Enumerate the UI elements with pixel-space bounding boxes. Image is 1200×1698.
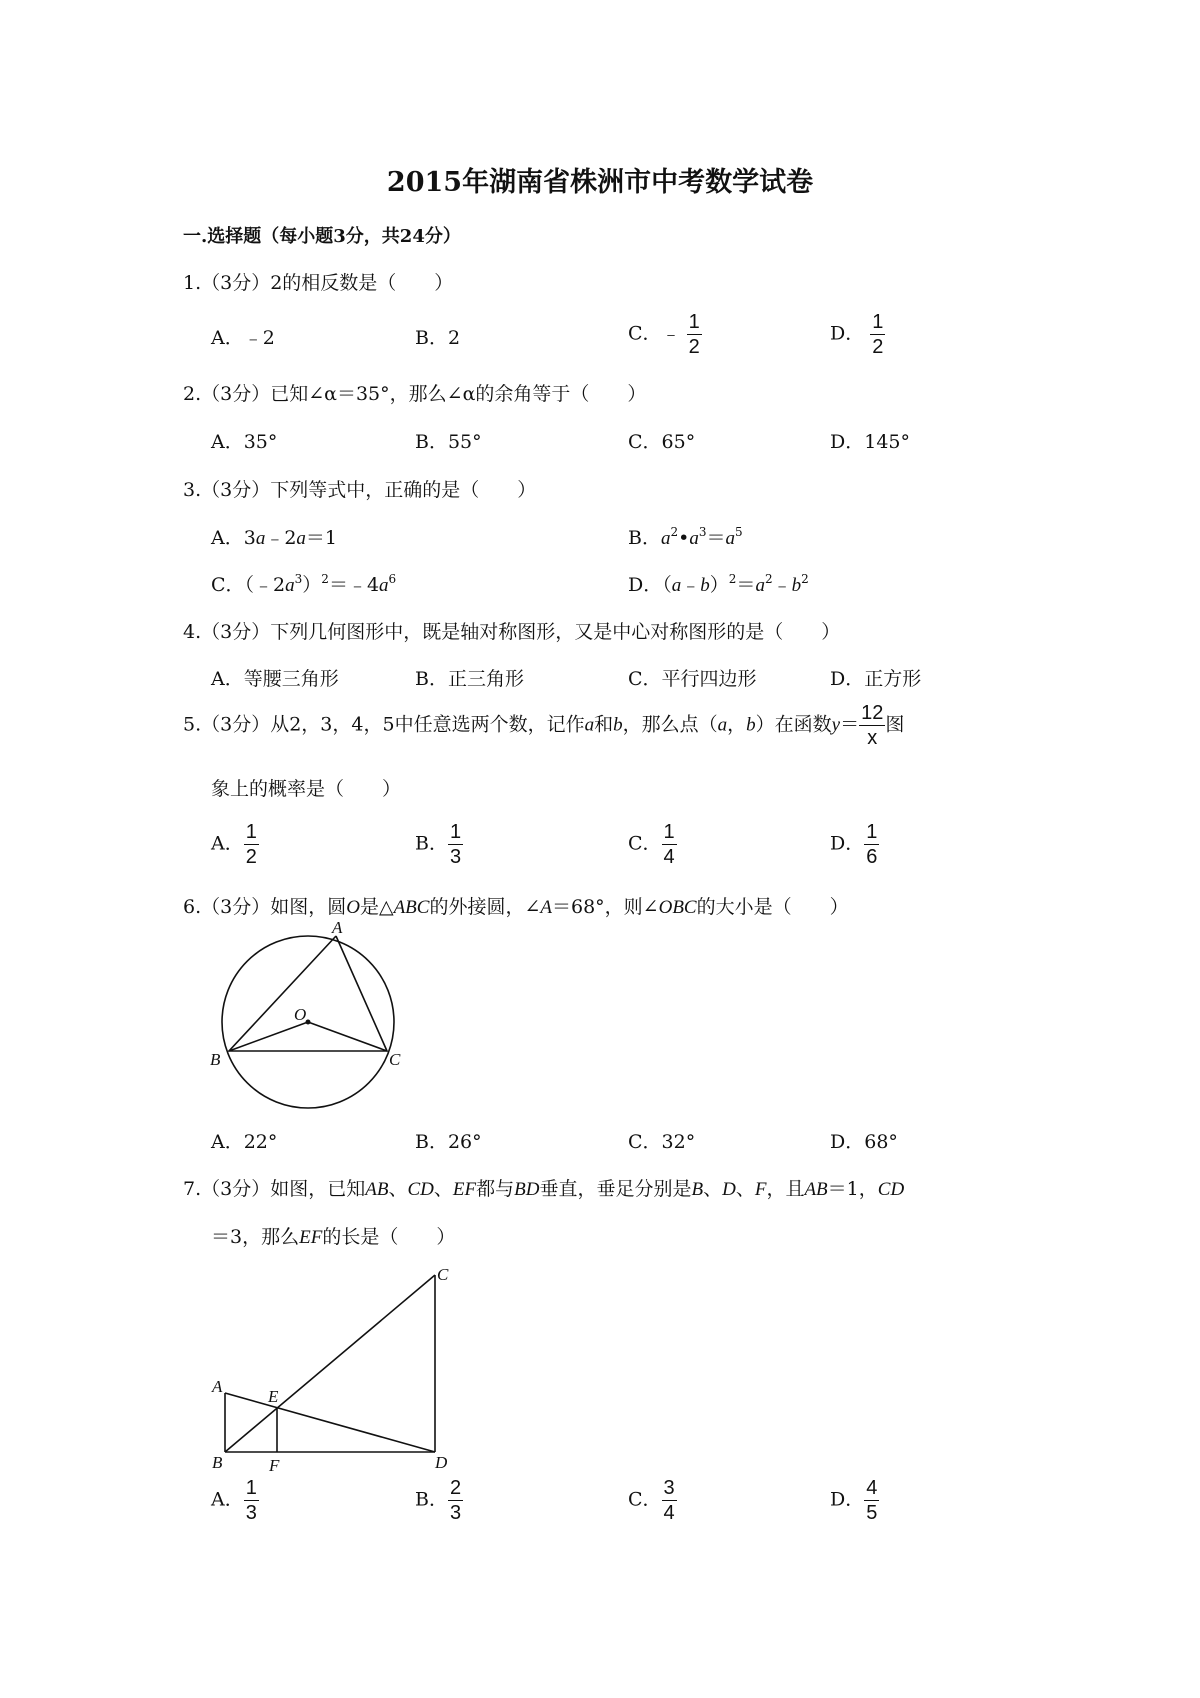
- q3-option-c: C．$(﹣2a^3)^2=﹣4a^6$: [211, 572, 397, 596]
- segment-ob: [229, 1022, 308, 1051]
- q2-option-c: C．65°: [628, 431, 696, 453]
- question-1-text: 1.（3分）2的相反数是（ ）: [183, 272, 454, 294]
- q1-option-a: A．﹣2: [211, 327, 275, 349]
- section-heading: 一.选择题（每小题3分，共24分）: [183, 226, 461, 247]
- triangle-abc: [229, 936, 387, 1051]
- label-a: A: [212, 1377, 223, 1396]
- q6-circle-figure: [205, 918, 425, 1133]
- label-e: E: [268, 1387, 279, 1406]
- label-b: B: [210, 1050, 221, 1069]
- label-c: C: [437, 1265, 449, 1284]
- q6-option-d: D．68°: [830, 1131, 898, 1153]
- q2-option-a: A．35°: [211, 431, 278, 453]
- q7-option-c: C． $\frac{3}{4}$: [628, 1477, 675, 1524]
- label-o: O: [294, 1005, 307, 1024]
- q5-option-b: B． $\frac{1}{3}$: [415, 821, 462, 868]
- label-c: C: [389, 1050, 401, 1069]
- segment-bc: [225, 1275, 435, 1452]
- q4-option-d: D．正方形: [830, 668, 922, 690]
- q1-c-fraction: $\frac{1}{2}$: [688, 311, 700, 358]
- label-a: A: [332, 918, 343, 937]
- q7-option-d: D． $\frac{4}{5}$: [830, 1477, 878, 1524]
- q4-option-a: A．等腰三角形: [211, 668, 339, 690]
- q1-option-c: C．﹣ $\frac{1}{2}$: [628, 311, 700, 358]
- q6-option-c: C．32°: [628, 1131, 696, 1153]
- q7-option-b: B． $\frac{2}{3}$: [415, 1477, 462, 1524]
- question-7-text: 7.（3分）如图，已知AB、CD、EF都与BD垂直，垂足分别是B、D、F，且AB＝1，CD: [183, 1178, 905, 1200]
- q7-option-a: A． $\frac{1}{3}$: [211, 1477, 257, 1524]
- question-2-text: 2.（3分）已知∠α＝35°，那么∠α的余角等于（ ）: [183, 383, 647, 405]
- q7-perpendicular-figure: [205, 1250, 460, 1480]
- question-7-line2: ＝3，那么EF的长是（ ）: [211, 1226, 456, 1248]
- q3-option-a: A．3a﹣2a＝1: [211, 527, 338, 549]
- page-title: 2015年湖南省株洲市中考数学试卷: [386, 167, 814, 198]
- q5-function-fraction: $\frac{12}{x}$: [861, 702, 884, 749]
- q1-option-b: B．2: [415, 327, 461, 349]
- question-3-text: 3.（3分）下列等式中，正确的是（ ）: [183, 479, 537, 501]
- q1-d-fraction: $\frac{1}{2}$: [872, 311, 884, 358]
- q3-option-d: D．$(a﹣b)^2=a^2﹣b^2$: [628, 572, 809, 596]
- q2-option-d: D．145°: [830, 431, 910, 453]
- label-d: D: [435, 1453, 448, 1472]
- q2-option-b: B．55°: [415, 431, 482, 453]
- question-4-text: 4.（3分）下列几何图形中，既是轴对称图形，又是中心对称图形的是（ ）: [183, 621, 841, 643]
- label-b: B: [212, 1453, 223, 1472]
- q5-option-c: C． $\frac{1}{4}$: [628, 821, 675, 868]
- q6-option-b: B．26°: [415, 1131, 482, 1153]
- q3-option-b: B．$a^2•a^3=a^5$: [628, 525, 743, 549]
- question-6-text: 6.（3分）如图，圆O是△ABC的外接圆，∠A＝68°，则∠OBC的大小是（ ）: [183, 896, 849, 918]
- q1-option-d: D． $\frac{1}{2}$: [830, 311, 884, 358]
- q5-option-a: A． $\frac{1}{2}$: [211, 821, 257, 868]
- q4-option-c: C．平行四边形: [628, 668, 757, 690]
- segment-oc: [308, 1022, 387, 1051]
- label-f: F: [269, 1456, 280, 1475]
- q5-option-d: D． $\frac{1}{6}$: [830, 821, 878, 868]
- segment-ad: [225, 1393, 435, 1452]
- q4-option-b: B．正三角形: [415, 668, 524, 690]
- question-5-line2: 象上的概率是（ ）: [211, 778, 402, 800]
- question-5-text: 5.（3分）从2，3，4，5中任意选两个数，记作a和b，那么点（a，b）在函数y＝ $\frac{12}{x}$ 图: [183, 702, 905, 749]
- q6-option-a: A．22°: [211, 1131, 278, 1153]
